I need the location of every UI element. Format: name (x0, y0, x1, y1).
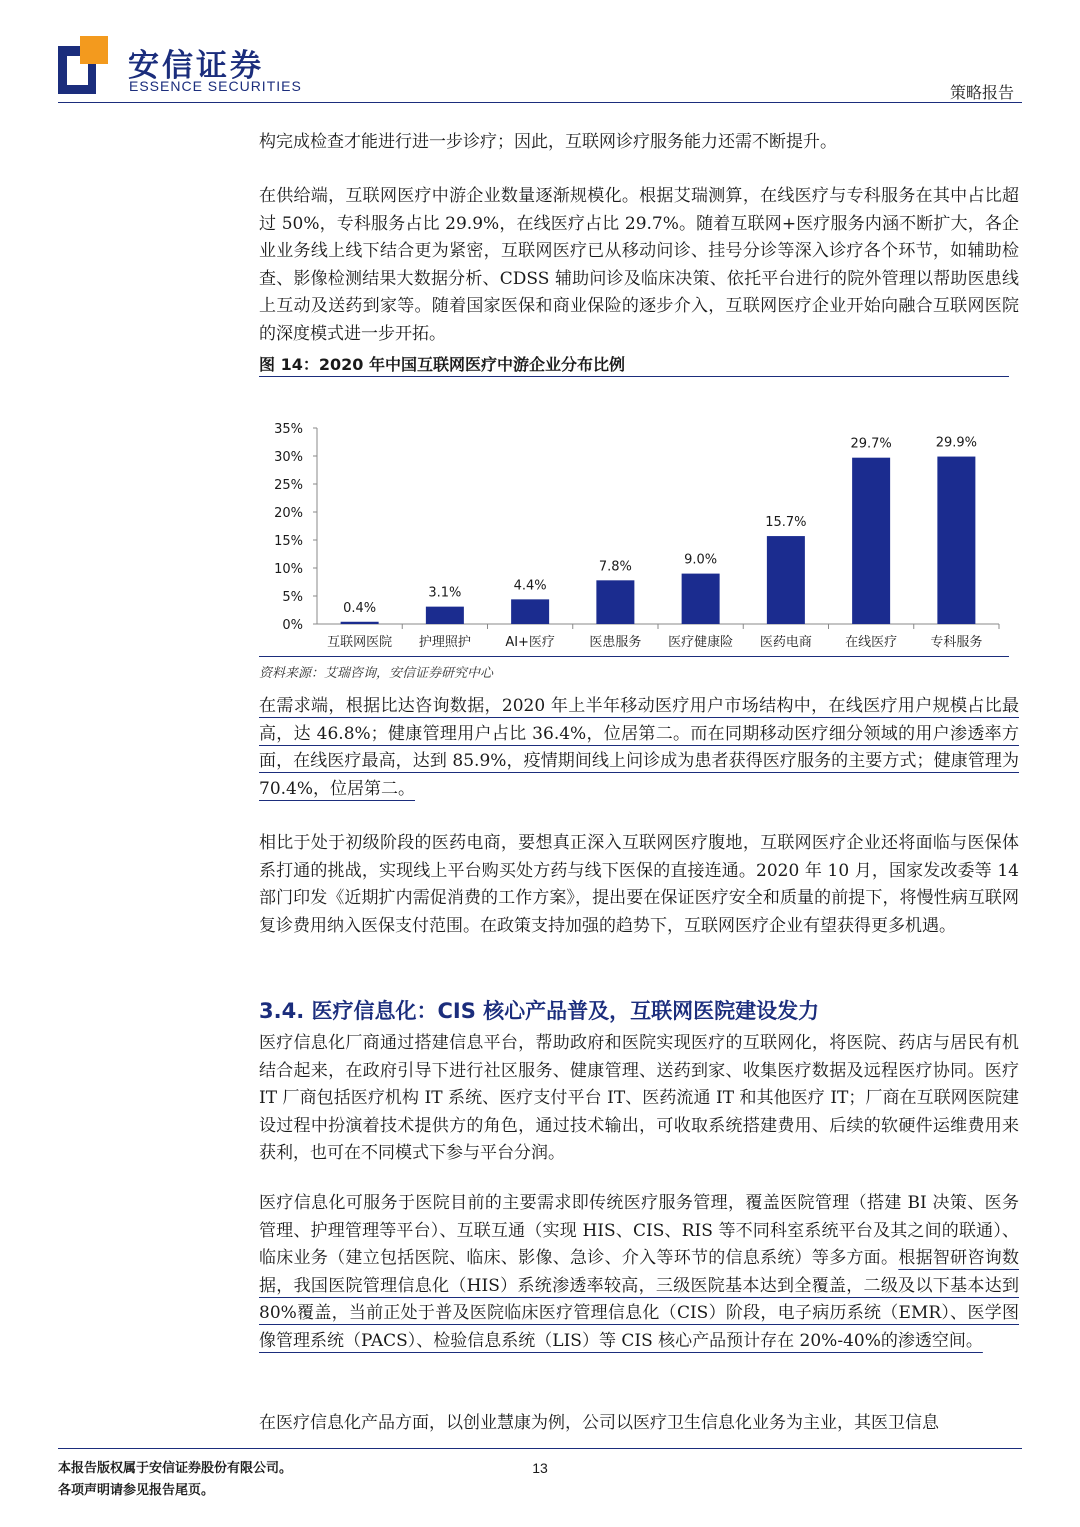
footer-divider (58, 1448, 1022, 1449)
y-tick-label: 0% (282, 618, 303, 633)
bar-value-label: 29.9% (935, 435, 978, 451)
x-category-label: AI+医疗 (505, 635, 555, 650)
y-tick-label: 10% (274, 562, 303, 577)
paragraph-medical-it: 医疗信息化厂商通过搭建信息平台，帮助政府和医院实现医疗的互联网化，将医院、药店与居民有机结合起来，在政府引导下进行社区服务、健康管理、送药到家、收集医疗数据及远程医疗协同。医疗 IT 厂商包括医疗机构 IT 系统、医疗支付平台 IT、医药流通 IT 和其他医疗 IT；厂商在互联网医院建设过程中扮演着技术提供方的角色，通过技术输出，可收取系统搭建费用、后续的软硬件运维费用来获利，也可在不同模式下参与平台分润。 (259, 1033, 1019, 1163)
paragraph-medical-insurance: 相比于处于初级阶段的医药电商，要想真正深入互联网医疗腹地，互联网医疗企业还将面临与医保体系打通的挑战，实现线上平台购买处方药与线下医保的直接连通。2020 年 10 月，国家发改委等 14 部门印发《近期扩内需促消费的工作方案》，提出要在保证医疗安全和质量的前提下，将慢性病互联网复诊费用纳入医保支付范围。在政策支持加强的趋势下，互联网医疗企业有望获得更多机遇。 (259, 833, 1019, 936)
y-tick-label: 5% (282, 590, 303, 605)
bar (852, 458, 890, 624)
x-category-label: 医患服务 (589, 635, 642, 650)
footer-notice: 各项声明请参见报告尾页。 (58, 1483, 215, 1498)
bar-value-label: 3.1% (428, 585, 462, 601)
bar (426, 607, 464, 624)
y-tick-label: 15% (274, 534, 303, 549)
paragraph-product-example: 在医疗信息化产品方面，以创业慧康为例，公司以医疗卫生信息化业务为主业，其医卫信息 (259, 1413, 939, 1433)
x-category-label: 护理照护 (418, 635, 471, 650)
header-divider (58, 102, 1022, 103)
paragraph-demand-side: 在需求端，根据比达咨询数据，2020 年上半年移动医疗用户市场结构中，在线医疗用户规模占比最高，达 46.8%；健康管理用户占比 36.4%，位居第二。而在同期移动医疗细分领域的用户渗透率方面，在线医疗最高，达到 85.9%，疫情期间线上问诊成为患者获得医疗服务的主要方式；健康管理为 70.4%，位居第二。 (259, 696, 1019, 799)
bar-chart (259, 400, 1019, 660)
bar-value-label: 15.7% (765, 515, 807, 531)
figure-title: 图 14：2020 年中国互联网医疗中游企业分布比例 (259, 355, 625, 374)
paragraph-medical-it-demand-b: 根据智研咨询数据，我国医院管理信息化（HIS）系统渗透率较高，三级医院基本达到全覆盖，二级及以下基本达到 80%覆盖，当前正处于普及医院临床医疗管理信息化（CIS）阶段，电子病历系统（EMR）、医学图像管理系统（PACS）、检验信息系统（LIS）等 CIS 核心产品预计存在 20%-40%的渗透空间。 (259, 1248, 1020, 1351)
y-tick-label: 25% (274, 478, 303, 493)
footer-copyright: 本报告版权属于安信证券股份有限公司。 (58, 1461, 293, 1476)
x-category-label: 医疗健康险 (668, 635, 734, 650)
bar (511, 599, 549, 624)
bar (341, 622, 379, 624)
brand-name-en: ESSENCE SECURITIES (129, 78, 302, 94)
paragraph-medical-it-demand (259, 1190, 1019, 1355)
figure-source-divider (259, 656, 1009, 657)
paragraph-supply-side: 在供给端，互联网医疗中游企业数量逐渐规模化。根据艾瑞测算，在线医疗与专科服务在其中占比超过 50%，专科服务占比 29.9%，在线医疗占比 29.7%。随着互联网+医疗服务内涵不断扩大，各企业业务线上线下结合更为紧密，互联网医疗已从移动问诊、挂号分诊等深入诊疗各个环节，如辅助检查、影像检测结果大数据分析、CDSS 辅助问诊及临床决策、依托平台进行的院外管理以帮助医患线上互动及送药到家等。随着国家医保和商业保险的逐步介入，互联网医疗企业开始向融合互联网医院的深度模式进一步开拓。 (259, 186, 1019, 344)
x-category-label: 在线医疗 (845, 635, 898, 650)
section-title: 3.4. 医疗信息化：CIS 核心产品普及，互联网医院建设发力 (259, 999, 820, 1023)
x-category-label: 互联网医院 (327, 635, 393, 650)
bar (767, 536, 805, 624)
y-tick-label: 20% (274, 506, 303, 521)
paragraph-intro: 构完成检查才能进行进一步诊疗；因此，互联网诊疗服务能力还需不断提升。 (259, 132, 837, 152)
bar-value-label: 9.0% (684, 552, 718, 568)
bar-value-label: 4.4% (513, 578, 547, 594)
paragraph-medical-it-demand-a: 医疗信息化可服务于医院目前的主要需求即传统医疗服务管理，覆盖医院管理（搭建 BI 决策、医务管理、护理管理等平台）、互联互通（实现 HIS、CIS、RIS 等不同科室系统平台及其之间的联通）、临床业务（建立包括医院、临床、影像、急诊、介入等环节的信息系统）等多方面。 (259, 1193, 1019, 1268)
bar (596, 580, 634, 624)
bar-value-label: 0.4% (343, 600, 377, 616)
bar-value-label: 7.8% (598, 559, 632, 575)
bar (682, 574, 720, 624)
bar-value-label: 29.7% (850, 436, 892, 452)
x-category-label: 医药电商 (759, 635, 812, 650)
y-tick-label: 35% (274, 422, 303, 437)
bar (937, 457, 975, 624)
figure-title-divider (259, 376, 1009, 377)
brand-name-cn: 安信证券 (128, 48, 264, 84)
page-number: 13 (532, 1460, 548, 1476)
brand-logo-icon (58, 36, 108, 94)
y-tick-label: 30% (274, 450, 303, 465)
figure-source: 资料来源：艾瑞咨询，安信证券研究中心 (259, 666, 494, 681)
report-type-label: 策略报告 (949, 83, 1014, 102)
x-category-label: 专科服务 (930, 635, 983, 650)
